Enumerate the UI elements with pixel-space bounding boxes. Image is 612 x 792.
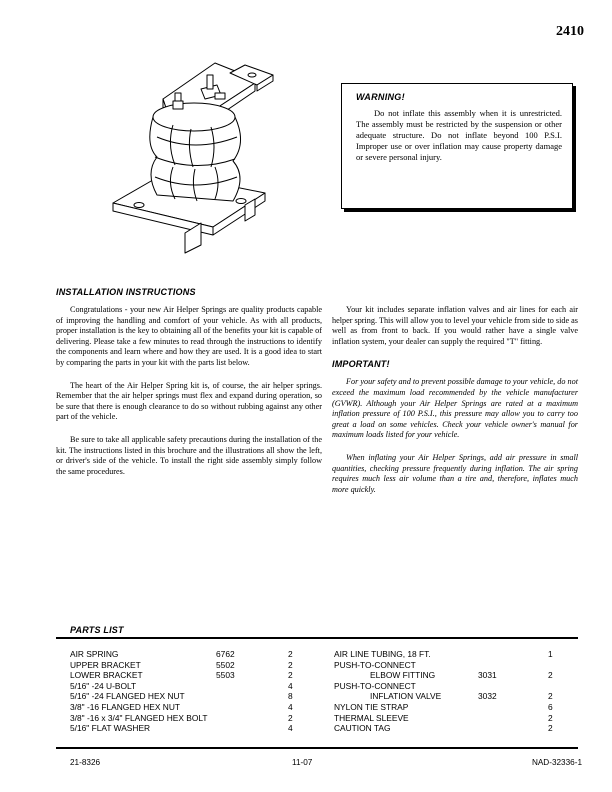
- important-heading: IMPORTANT!: [332, 359, 390, 370]
- part-name: PUSH-TO-CONNECT: [334, 680, 416, 691]
- part-quantity: 2: [548, 723, 553, 734]
- part-quantity: 2: [288, 649, 293, 659]
- part-quantity: 4: [288, 701, 293, 712]
- part-name: 5/16" -24 U-BOLT: [70, 680, 137, 691]
- part-quantity: 2: [288, 659, 293, 670]
- document-number: 2410: [556, 24, 584, 39]
- table-row: [70, 702, 566, 713]
- part-number: 5502: [216, 659, 235, 670]
- part-quantity: 1: [548, 649, 553, 659]
- part-quantity: 2: [548, 691, 553, 702]
- installation-left-column: [56, 305, 322, 489]
- part-name: INFLATION VALVE: [370, 691, 442, 702]
- part-quantity: 4: [288, 723, 293, 734]
- part-quantity: 8: [288, 691, 293, 702]
- part-quantity: 2: [548, 670, 553, 681]
- parts-list-heading: PARTS LIST: [70, 625, 124, 635]
- parts-top-rule: [56, 637, 578, 639]
- part-name: CAUTION TAG: [334, 723, 391, 734]
- parts-table: [70, 649, 566, 734]
- part-quantity: 2: [288, 670, 293, 681]
- part-quantity: 6: [548, 701, 553, 712]
- part-name: UPPER BRACKET: [70, 659, 141, 670]
- parts-bottom-rule: [56, 747, 578, 749]
- footer-right: NAD-32336-1: [531, 758, 582, 767]
- important-paragraph-1: For your safety and to prevent possible damage to your vehicle, do not exceed the maximum load recommended by the vehicle manufacturer (GVWR). Although your Air Helper Springs are rated at a maximum inflation pressure of 100 P.S.I., this pressure may allow you to carry too great a load on some vehicles. Check your vehicle owner's manual for maximum loads listed for your vehicle.: [332, 377, 578, 440]
- part-name: 3/8" -16 FLANGED HEX NUT: [70, 701, 181, 712]
- part-name: NYLON TIE STRAP: [334, 701, 409, 712]
- table-row: [70, 713, 566, 724]
- table-row: [70, 681, 566, 692]
- air-spring-illustration: [105, 55, 300, 255]
- table-row: [70, 670, 566, 681]
- table-row: [70, 723, 566, 734]
- footer-left: 21-8326: [70, 758, 101, 767]
- table-row: [70, 660, 566, 671]
- part-number: 3032: [478, 691, 497, 702]
- part-name: ELBOW FITTING: [370, 670, 436, 681]
- part-number: 6762: [216, 649, 235, 659]
- part-quantity: 4: [288, 680, 293, 691]
- part-name: 3/8" -16 x 3/4" FLANGED HEX BOLT: [70, 712, 208, 723]
- installation-paragraph-3: Be sure to take all applicable safety precautions during the installation of the kit. The instructions listed in this brochure and the illustrations all show the left, or driver's side of the vehicle. To install the right side assembly simply follow the same procedures.: [56, 434, 322, 476]
- part-name: LOWER BRACKET: [70, 670, 143, 681]
- part-name: AIR LINE TUBING, 18 FT.: [334, 649, 431, 659]
- part-number: 3031: [478, 670, 497, 681]
- warning-title: WARNING!: [356, 92, 405, 102]
- warning-box: [341, 83, 573, 209]
- part-quantity: 2: [288, 712, 293, 723]
- part-name: AIR SPRING: [70, 649, 119, 659]
- footer-center: 11-07: [292, 758, 313, 767]
- part-quantity: 2: [548, 712, 553, 723]
- table-row: [70, 649, 566, 660]
- part-number: 5503: [216, 670, 235, 681]
- installation-paragraph-2: The heart of the Air Helper Spring kit is, of course, the air helper springs. Remember that the air helper springs must flex and expand during operation, so be sure that there is enough clearance to do so without rubbing against any other part of the vehicle.: [56, 380, 322, 422]
- important-paragraph-2: When inflating your Air Helper Springs, add air pressure in small quantities, checking pressure frequently during inflation. The air spring requires much less air volume than a tire and, therefore, inflates much more quickly.: [332, 452, 578, 494]
- installation-paragraph-4: Your kit includes separate inflation valves and air lines for each air helper spring. This will allow you to level your vehicle from side to side as well as from front to back. If you would rather have a single valve inflation system, your dealer can supply the required "T" fitting.: [332, 305, 578, 346]
- installation-paragraph-1: Congratulations - your new Air Helper Springs are quality products capable of improving the handling and comfort of your vehicle. As with all products, proper installation is the key to obtaining all of the benefits your kit is capable of delivering. Please take a few minutes to read through the instructions to identify the components and learn where and how they are used. It is a good idea to start by comparing the parts in your kit with the parts list below.: [56, 305, 322, 367]
- part-name: 5/16" -24 FLANGED HEX NUT: [70, 691, 185, 702]
- part-name: PUSH-TO-CONNECT: [334, 659, 416, 670]
- installation-heading: INSTALLATION INSTRUCTIONS: [56, 287, 196, 297]
- warning-body: Do not inflate this assembly when it is unrestricted. The assembly must be restricted by the suspension or other adequate structure. Do not inflate beyond 100 P.S.I. Improper use or over inflation may cause property damage or severe personal injury.: [356, 108, 562, 162]
- table-row: [70, 691, 566, 702]
- part-name: 5/16" FLAT WASHER: [70, 723, 151, 734]
- part-name: THERMAL SLEEVE: [334, 712, 409, 723]
- installation-right-column: [332, 305, 578, 507]
